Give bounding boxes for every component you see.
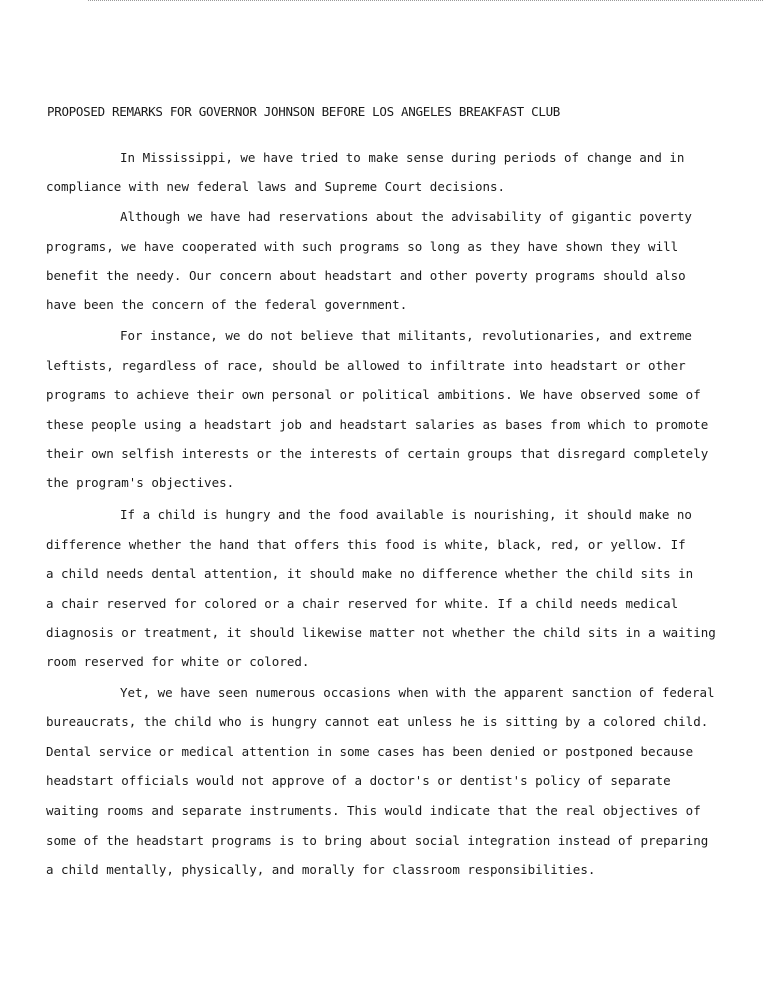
document-title: PROPOSED REMARKS FOR GOVERNOR JOHNSON BEFORE LOS ANGELES BREAKFAST CLUB	[47, 104, 561, 119]
paragraph-4-line-3: a child needs dental attention, it should make no difference whether the child sits in	[46, 566, 694, 581]
paragraph-3-line-4: these people using a headstart job and headstart salaries as bases from which to promote	[46, 417, 709, 432]
paragraph-5-line-2: bureaucrats, the child who is hungry cannot eat unless he is sitting by a colored child.	[46, 714, 709, 729]
paragraph-5-line-7: a child mentally, physically, and morally for classroom responsibilities.	[46, 862, 596, 877]
paragraph-5-line-4: headstart officials would not approve of a doctor's or dentist's policy of separate	[46, 773, 671, 788]
paragraph-4-line-6: room reserved for white or colored.	[46, 654, 310, 669]
paragraph-2-line-2: programs, we have cooperated with such programs so long as they have shown they will	[46, 239, 679, 254]
paragraph-5-line-3: Dental service or medical attention in some cases has been denied or postponed because	[46, 744, 694, 759]
paragraph-4-line-4: a chair reserved for colored or a chair reserved for white. If a child needs medical	[46, 596, 679, 611]
paragraph-2-line-1: Although we have had reservations about the advisability of gigantic poverty	[120, 209, 692, 224]
paragraph-2-line-4: have been the concern of the federal government.	[46, 297, 408, 312]
paragraph-5-line-1: Yet, we have seen numerous occasions when with the apparent sanction of federal	[120, 685, 715, 700]
paragraph-3-line-2: leftists, regardless of race, should be allowed to infiltrate into headstart or other	[46, 358, 686, 373]
paragraph-1-line-2: compliance with new federal laws and Supreme Court decisions.	[46, 179, 506, 194]
paragraph-3-line-3: programs to achieve their own personal or political ambitions. We have observed some of	[46, 387, 701, 402]
paragraph-5-line-6: some of the headstart programs is to bring about social integration instead of preparing	[46, 833, 709, 848]
paragraph-2-line-3: benefit the needy. Our concern about headstart and other poverty programs should also	[46, 268, 686, 283]
paragraph-4-line-1: If a child is hungry and the food available is nourishing, it should make no	[120, 507, 692, 522]
paragraph-3-line-6: the program's objectives.	[46, 475, 235, 490]
paragraph-3-line-5: their own selfish interests or the interests of certain groups that disregard completely	[46, 446, 709, 461]
paragraph-4-line-2: difference whether the hand that offers this food is white, black, red, or yellow. If	[46, 537, 686, 552]
top-dotted-rule	[88, 0, 763, 1]
paragraph-4-line-5: diagnosis or treatment, it should likewise matter not whether the child sits in a waiting	[46, 625, 716, 640]
paragraph-5-line-5: waiting rooms and separate instruments. This would indicate that the real objectives of	[46, 803, 701, 818]
paragraph-3-line-1: For instance, we do not believe that militants, revolutionaries, and extreme	[120, 328, 692, 343]
paragraph-1-line-1: In Mississippi, we have tried to make sense during periods of change and in	[120, 150, 685, 165]
